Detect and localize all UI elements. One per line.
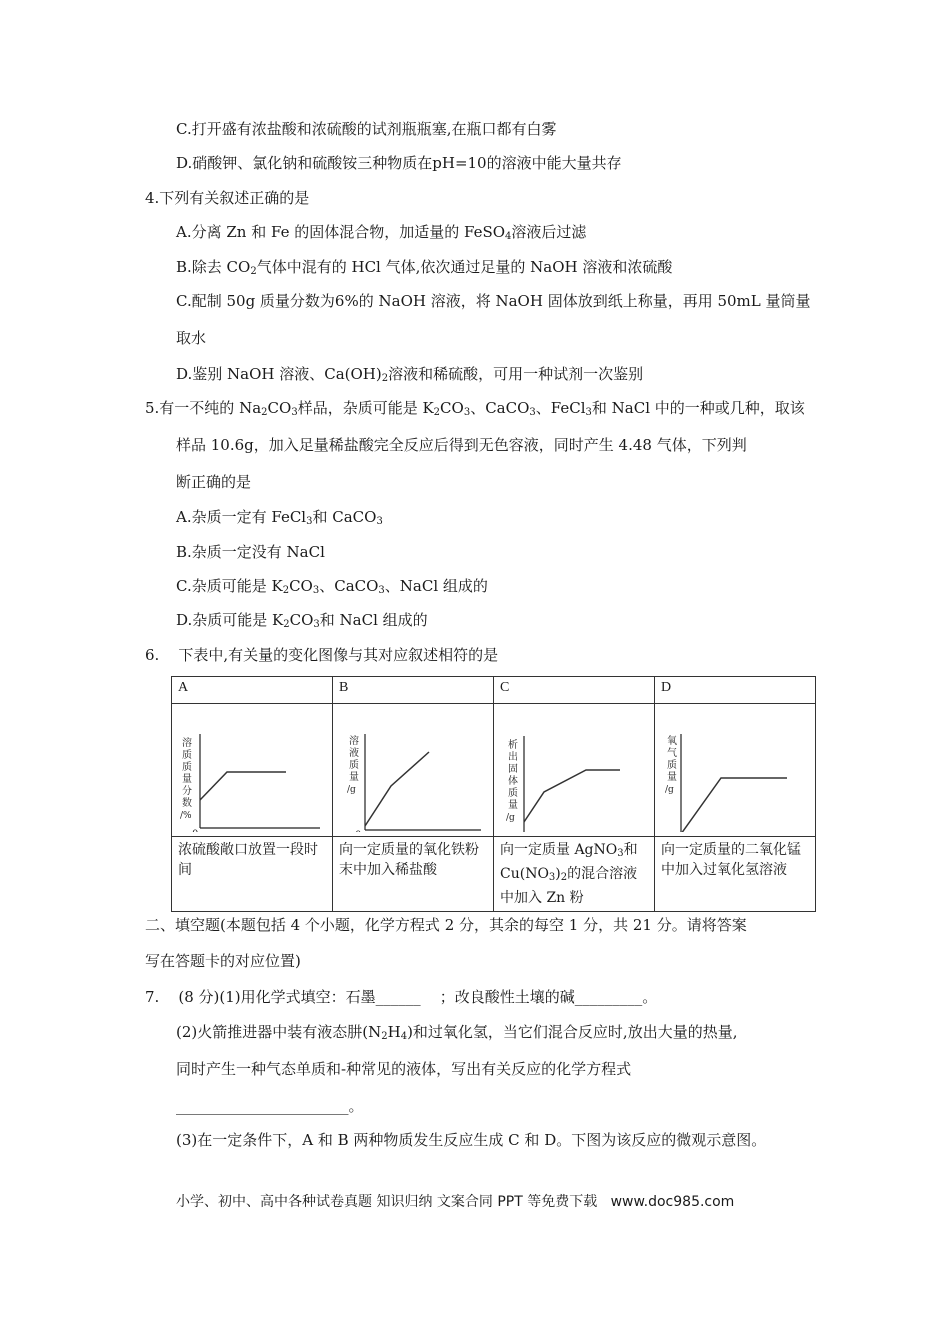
svg-text:/g: /g (506, 813, 515, 823)
question-5: 5.有一不纯的 $Na_2CO_3$样品，杂质可能是 $K_2CO_3$、CaCO$_3$、FeCl$_3$和 NaCl 中的一种或几种，取该 (145, 399, 805, 418)
svg-text:量: 量 (508, 800, 518, 811)
desc-b: 向一定质量的氧化铁粉末中加入稀盐酸 (333, 837, 494, 912)
svg-text:量: 量 (182, 774, 192, 785)
desc-d: 向一定质量的二氧化锰中加入过氧化氢溶液 (655, 837, 816, 912)
graph-cell-d (655, 704, 816, 837)
svg-text:氧: 氧 (667, 736, 677, 747)
graph-a (172, 704, 326, 832)
option-5c: C.杂质可能是 $K_2CO_3$、CaCO$_3$、NaCl 组成的 (176, 577, 488, 596)
option-5b: B.杂质一定没有 NaCl (176, 543, 325, 561)
svg-text:质: 质 (508, 788, 518, 799)
section-2-heading: 二、填空题(本题包括 4 个小题，化学方程式 2 分，其余的每空 1 分，共 21 分。请将答案 (145, 916, 747, 934)
footer-text: 小学、初中、高中各种试卷真题 知识归纳 文案合同 PPT 等免费下载 www.doc985.com (176, 1194, 735, 1210)
graph-c-curve (524, 770, 620, 822)
svg-text:液: 液 (349, 748, 359, 759)
question-5-line2: 样品 10.6g，加入足量稀盐酸完全反应后得到无色容液，同时产生 4.48 气体，下列判 (176, 436, 747, 454)
graph-a-curve (200, 772, 286, 800)
desc-c: 向一定质量 AgNO$_3$和 $Cu(NO_3)_2$的混合溶液中加入 Zn 粉 (494, 837, 655, 912)
svg-text:数: 数 (182, 798, 192, 809)
svg-text:气: 气 (667, 748, 677, 759)
section-2-heading-cont: 写在答题卡的对应位置) (145, 952, 301, 970)
graph-b-curve (365, 752, 429, 826)
header-c: C (494, 677, 655, 704)
option-4a: A.分离 Zn 和 Fe 的固体混合物，加适量的 FeSO$_4$溶液后过滤 (176, 223, 587, 242)
svg-text:/%: /% (180, 811, 192, 821)
svg-text:析: 析 (508, 740, 518, 751)
header-d: D (655, 677, 816, 704)
option-4b: B.除去 $CO_2$气体中混有的 HCl 气体,依次通过足量的 NaOH 溶液和浓硫酸 (176, 258, 673, 277)
graph-table (171, 676, 816, 912)
option-3d: D.硝酸钾、氯化钠和硫酸铵三种物质在pH=10的溶液中能大量共存 (176, 154, 622, 172)
table-header-row (172, 677, 816, 704)
option-3c: C.打开盛有浓盐酸和浓硫酸的试剂瓶瓶塞,在瓶口都有白雾 (176, 120, 557, 138)
svg-text:质: 质 (182, 750, 192, 761)
option-4c: C.配制 50g 质量分数为6%的 NaOH 溶液，将 NaOH 固体放到纸上称量，再用 50mL 量筒量 (176, 292, 811, 310)
svg-text:/g: /g (665, 785, 674, 795)
svg-text:质: 质 (349, 760, 359, 771)
svg-text:/g: /g (347, 785, 356, 795)
graph-d-curve (681, 778, 787, 832)
svg-text:分: 分 (182, 786, 192, 797)
graph-cell-a (172, 704, 333, 837)
option-5d: D.杂质可能是 $K_2CO_3$和 NaCl 组成的 (176, 611, 428, 630)
svg-text:质: 质 (667, 760, 677, 771)
question-7-part2-cont: 同时产生一种气态单质和-种常见的液体，写出有关反应的化学方程式 (176, 1060, 632, 1078)
graph-a-origin (192, 829, 198, 832)
graph-cell-b (333, 704, 494, 837)
option-4c-cont: 取水 (176, 329, 207, 347)
svg-text:溶: 溶 (349, 736, 359, 747)
header-a: A (172, 677, 333, 704)
question-7-blank: _______________________。 (176, 1097, 364, 1115)
svg-text:质: 质 (182, 762, 192, 773)
graph-d (655, 704, 809, 832)
option-5a: A.杂质一定有 FeCl$_3$和 CaCO$_3$ (176, 508, 383, 527)
question-7: 7. (8 分)(1)用化学式填空：石墨______ ；改良酸性土壤的碱_________。 (145, 988, 658, 1006)
graph-a-ylabel-1: 溶 (182, 738, 192, 749)
question-6: 6. 下表中,有关量的变化图像与其对应叙述相符的是 (145, 646, 499, 664)
svg-text:出: 出 (508, 752, 518, 763)
graph-c (494, 704, 648, 832)
graph-cell-c (494, 704, 655, 837)
question-7-part3: (3)在一定条件下，A 和 B 两种物质发生反应生成 C 和 D。下图为该反应的微观示意图。 (176, 1131, 767, 1149)
graph-b (333, 704, 487, 832)
graph-row (172, 704, 816, 837)
question-5-line3: 断正确的是 (176, 473, 252, 491)
description-row (172, 837, 816, 912)
svg-text:量: 量 (667, 772, 677, 783)
svg-text:量: 量 (349, 772, 359, 783)
question-7-part2: (2)火箭推进器中装有液态肼$(N_2H_4)$和过氧化氢，当它们混合反应时,放出大量的热量, (176, 1023, 738, 1042)
svg-text:体: 体 (508, 776, 518, 787)
svg-text:固: 固 (508, 764, 518, 775)
desc-a: 浓硫酸敞口放置一段时间 (172, 837, 333, 912)
header-b: B (333, 677, 494, 704)
option-4d: D.鉴别 NaOH 溶液、$Ca(OH)_2$溶液和稀硫酸，可用一种试剂一次鉴别 (176, 365, 644, 384)
question-4: 4.下列有关叙述正确的是 (145, 189, 310, 207)
graph-b-origin (355, 830, 361, 832)
